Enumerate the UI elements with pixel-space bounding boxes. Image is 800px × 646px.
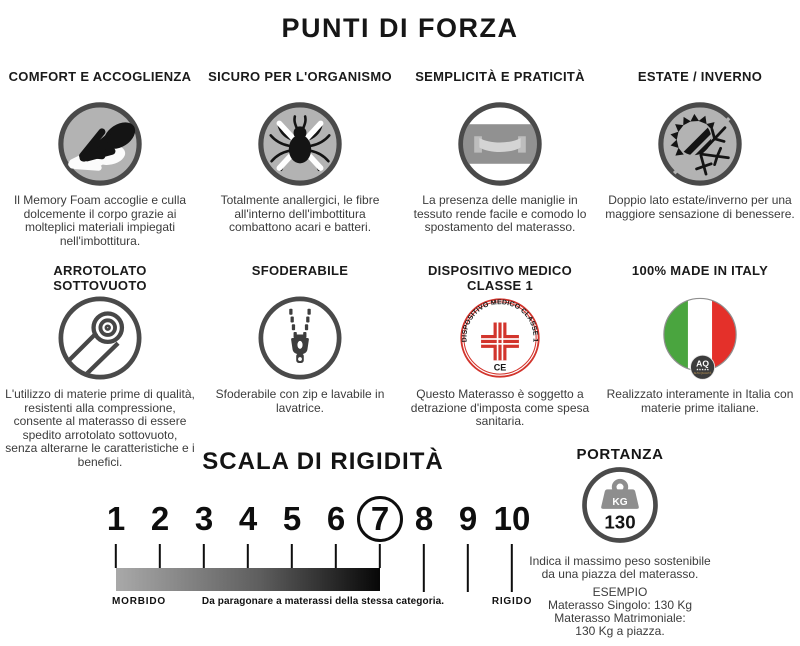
scale-axis xyxy=(88,480,558,612)
scale-number-8: 8 xyxy=(414,500,434,537)
kg-label: KG xyxy=(612,497,628,508)
aq-badge-subtext: ALTA QUALITÀ xyxy=(693,372,712,376)
feature-sfoderabile xyxy=(200,256,400,469)
scale-tick xyxy=(423,544,425,592)
feature-heading: ESTATE / INVERNO xyxy=(637,69,763,84)
features-grid xyxy=(0,62,800,469)
portanza-section xyxy=(522,446,718,638)
feature-heading: COMFORT E ACCOGLIENZA xyxy=(8,69,192,84)
handle-icon xyxy=(457,101,543,187)
scale-tick xyxy=(159,544,161,568)
aq-badge-stars: ★★★★★ xyxy=(696,367,710,372)
feature-text: Doppio lato estate/inverno per una maggiore sensazione di benessere. xyxy=(605,193,795,221)
portanza-title: PORTANZA xyxy=(576,446,664,463)
scale-number-4: 4 xyxy=(238,500,258,537)
feature-text: L'utilizzo di materie prime di qualità, resistenti alla compressione, consente al materasso di essere spedito arrotolato sottovuoto, senza alterarne le caratteristiche e i benefici. xyxy=(5,387,195,469)
scale-tick xyxy=(467,544,469,592)
esempio-line: 130 Kg a piazza. xyxy=(575,624,665,639)
italy-flag-icon xyxy=(657,295,743,381)
scale-number-1: 1 xyxy=(106,500,126,537)
scale-tick xyxy=(511,544,513,592)
scale-note: Da paragonare a materassi della stessa categoria. xyxy=(201,596,445,607)
esempio-line: Materasso Singolo: 130 Kg xyxy=(547,598,693,613)
feature-arrotolato xyxy=(0,256,200,469)
feature-text: Totalmente anallergici, le fibre all'interno dell'imbottitura combattono acari e batteri. xyxy=(220,193,380,235)
esempio-line: Materasso Matrimoniale: xyxy=(554,611,686,626)
scale-number-3: 3 xyxy=(194,500,214,537)
scale-tick xyxy=(379,544,381,568)
scale-tick xyxy=(335,544,337,568)
badge-ce-text: CE xyxy=(493,362,507,373)
portanza-description: Indica il massimo peso sostenibile da una piazza del materasso. xyxy=(529,554,711,582)
feature-heading: ARROTOLATO SOTTOVUOTO xyxy=(53,263,147,293)
medical-device-badge-icon xyxy=(457,295,543,381)
scale-tick xyxy=(203,544,205,568)
esempio-line: ESEMPIO xyxy=(592,585,648,600)
scale-label-rigido: RIGIDO xyxy=(491,596,533,607)
scale-tick xyxy=(291,544,293,568)
feature-semplicita xyxy=(400,62,600,256)
zipper-icon xyxy=(257,295,343,381)
feature-sicuro xyxy=(200,62,400,256)
scale-number-9: 9 xyxy=(458,500,478,537)
scale-number-2: 2 xyxy=(150,500,170,537)
feature-heading: SICURO PER L'ORGANISMO xyxy=(208,69,392,84)
feature-estate-inverno xyxy=(600,62,800,256)
sun-snowflake-icon xyxy=(657,101,743,187)
scale-number-7-selected: 7 xyxy=(357,496,403,542)
feature-text: Sfoderabile con zip e lavabile in lavatrice. xyxy=(215,387,385,415)
weight-kg-icon xyxy=(581,466,659,544)
feature-text: La presenza delle maniglie in tessuto rende facile e comodo lo spostamento del materasso. xyxy=(413,193,587,235)
feature-comfort xyxy=(0,62,200,256)
feature-made-in-italy xyxy=(600,256,800,469)
portanza-esempio xyxy=(522,586,718,638)
rolled-mattress-icon xyxy=(57,295,143,381)
rigidity-scale xyxy=(88,448,558,612)
aq-badge-text: AQ xyxy=(696,358,710,369)
scale-tick xyxy=(247,544,249,568)
no-mite-icon xyxy=(257,101,343,187)
feature-text: Il Memory Foam accoglie e culla dolcemente il corpo grazie ai molteplici materiali impiegati nell'imbottitura. xyxy=(13,193,187,248)
page-title: PUNTI DI FORZA xyxy=(281,13,519,43)
badge-curved-text: DISPOSITIVO MEDICO CLASSE 1 xyxy=(461,299,539,343)
feature-text: Questo Materasso è soggetto a detrazione d'imposta come spesa sanitaria. xyxy=(410,387,590,429)
portanza-value: 130 xyxy=(604,511,636,533)
feature-heading: DISPOSITIVO MEDICO CLASSE 1 xyxy=(427,263,573,293)
scale-title: SCALA DI RIGIDITÀ xyxy=(202,448,444,475)
feature-heading: SEMPLICITÀ E PRATICITÀ xyxy=(415,69,585,84)
feature-dispositivo-medico xyxy=(400,256,600,469)
rigidity-gradient-bar xyxy=(116,568,380,591)
scale-number-6: 6 xyxy=(326,500,346,537)
scale-number-5: 5 xyxy=(282,500,302,537)
scale-tick xyxy=(115,544,117,568)
feature-heading: SFODERABILE xyxy=(251,263,349,278)
feature-text: Realizzato interamente in Italia con materie prime italiane. xyxy=(606,387,794,415)
feature-heading: 100% MADE IN ITALY xyxy=(631,263,769,278)
hands-icon xyxy=(57,101,143,187)
scale-number-10: 10 xyxy=(493,500,531,537)
scale-label-morbido: MORBIDO xyxy=(112,596,166,607)
